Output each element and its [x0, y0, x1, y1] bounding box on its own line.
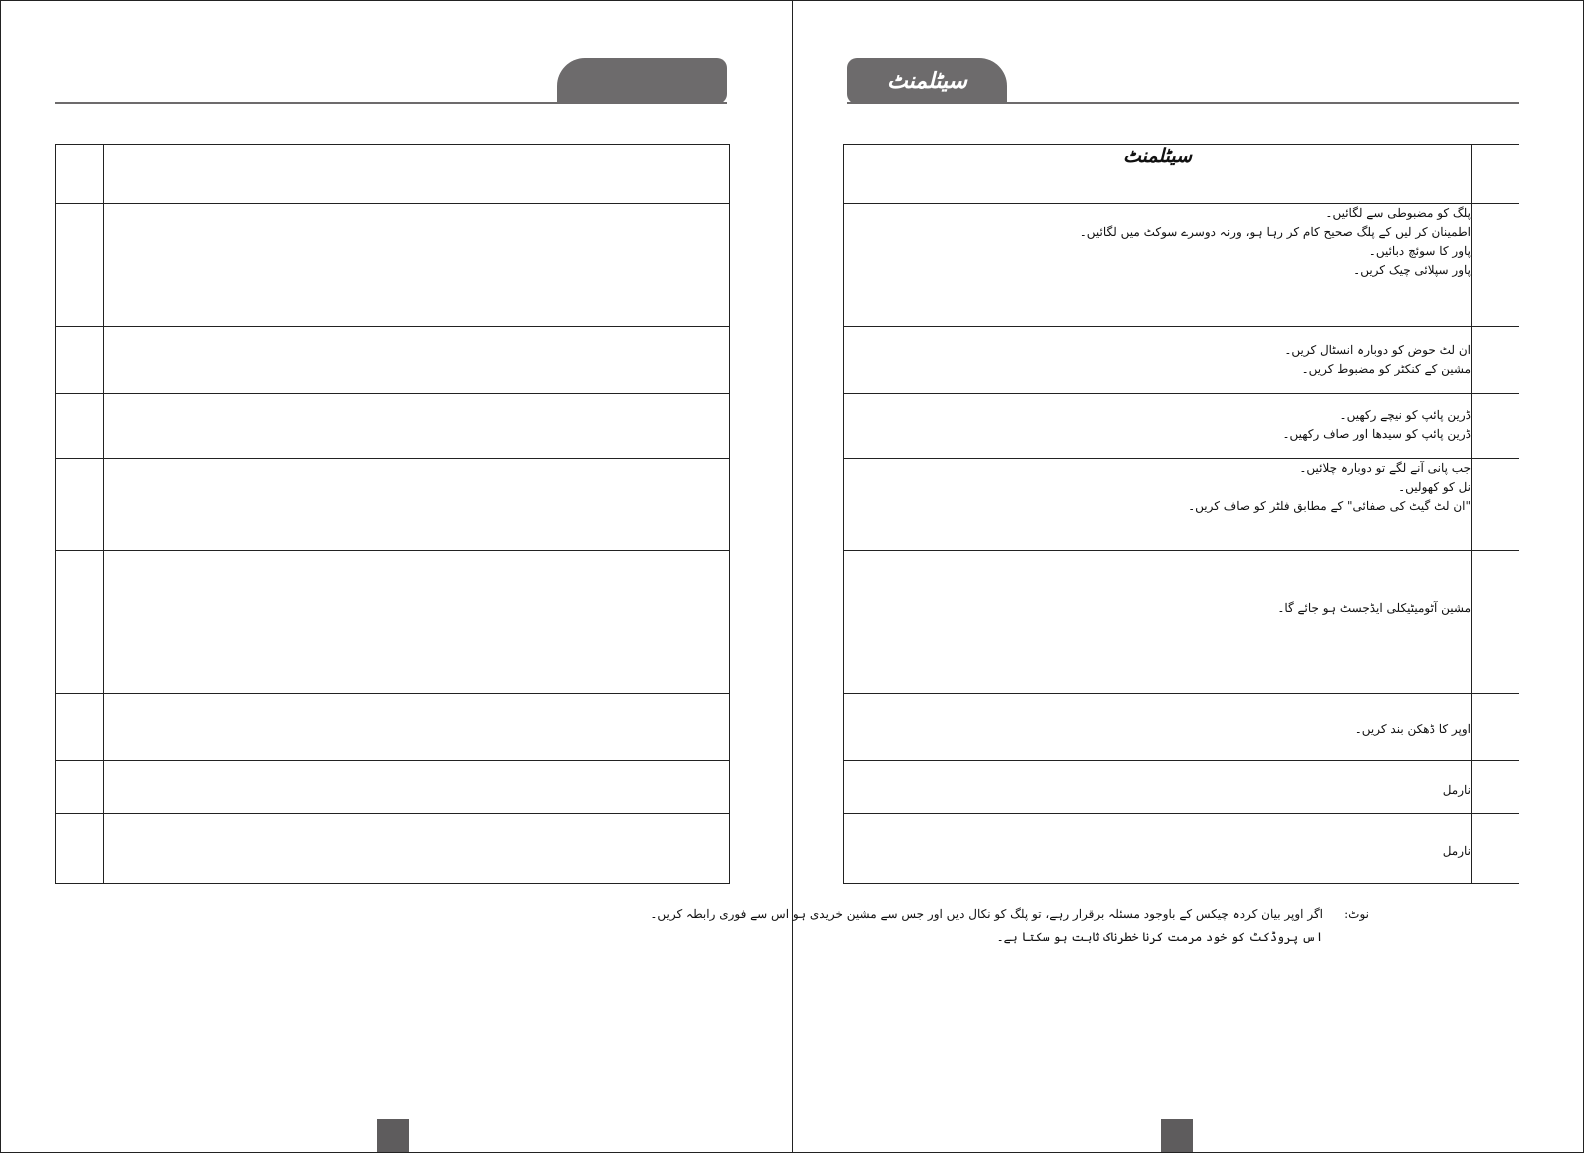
header-tab — [557, 58, 727, 104]
table-cell — [1472, 204, 1520, 327]
table-row — [844, 551, 1472, 694]
table-row — [844, 327, 1472, 394]
table-cell — [56, 327, 104, 394]
table-row — [844, 394, 1472, 459]
table-cell — [56, 394, 104, 459]
note-line: اس پروڈکٹ کو خود مرمت کرنا خطرناک ثابت ہو سکتا ہے۔ — [996, 930, 1323, 944]
note — [650, 903, 1369, 949]
note-line: اگر اوپر بیان کردہ چیکس کے باوجود مسئلہ برقرار رہے، تو پلگ کو نکال دیں اور جس سے مشین خریدی ہو اس سے فوری رابطہ کریں۔ — [650, 907, 1323, 921]
table-cell — [1472, 145, 1520, 204]
table-cell — [104, 145, 730, 204]
table-cell — [104, 394, 730, 459]
row-line: مشین آٹومیٹیکلی ایڈجسٹ ہو جائے گا۔ — [1277, 601, 1471, 615]
row-line: مشین کے کنکٹر کو مضبوط کریں۔ — [1301, 362, 1471, 376]
table-cell — [104, 327, 730, 394]
table-cell — [56, 694, 104, 761]
row-line: نارمل — [1442, 783, 1471, 797]
table-row — [844, 814, 1472, 884]
row-line: پاور کا سوئچ دبائیں۔ — [1368, 244, 1471, 258]
table-title: سیٹلمنٹ — [844, 145, 1472, 204]
page-number-block — [377, 1119, 409, 1152]
table-row — [844, 459, 1472, 551]
table-row — [844, 694, 1472, 761]
row-line: ڈرین پائپ کو نیچے رکھیں۔ — [1339, 408, 1471, 422]
note-label: نوٹ: — [1344, 907, 1369, 921]
table-cell — [56, 204, 104, 327]
row-line: نارمل — [1442, 844, 1471, 858]
table-cell — [56, 459, 104, 551]
table-cell — [104, 694, 730, 761]
table-cell — [104, 761, 730, 814]
table-cell — [1472, 694, 1520, 761]
table-cell — [1472, 814, 1520, 884]
table-cell — [1472, 551, 1520, 694]
row-line: نل کو کھولیں۔ — [1398, 480, 1471, 494]
table-cell — [1472, 459, 1520, 551]
left-table — [55, 144, 730, 884]
header-title: سیٹلمنٹ — [887, 68, 967, 94]
table-cell — [56, 145, 104, 204]
row-line: جب پانی آنے لگے تو دوبارہ چلائیں۔ — [1299, 461, 1471, 475]
table-row — [844, 761, 1472, 814]
row-line: پاور سپلائی چیک کریں۔ — [1353, 263, 1471, 277]
table-cell — [1472, 394, 1520, 459]
table-cell — [104, 551, 730, 694]
row-line: "ان لٹ گیٹ کی صفائی" کے مطابق فلٹر کو صاف کریں۔ — [1188, 499, 1471, 513]
table-row — [844, 204, 1472, 327]
table-cell — [1472, 327, 1520, 394]
table-cell — [104, 459, 730, 551]
row-line: اطمینان کر لیں کے پلگ صحیح کام کر رہا ہو، ورنہ دوسرے سوکٹ میں لگائیں۔ — [1079, 225, 1471, 239]
row-line: ان لٹ حوض کو دوبارہ انسٹال کریں۔ — [1284, 343, 1471, 357]
header-tab — [847, 58, 1007, 104]
row-line: اوپر کا ڈھکن بند کریں۔ — [1354, 722, 1471, 736]
table-cell — [56, 551, 104, 694]
table-cell — [104, 204, 730, 327]
table-cell — [56, 814, 104, 884]
table-cell — [56, 761, 104, 814]
settlement-table — [843, 144, 1519, 884]
table-cell — [104, 814, 730, 884]
row-line: ڈرین پائپ کو سیدھا اور صاف رکھیں۔ — [1282, 427, 1471, 441]
row-line: پلگ کو مضبوطی سے لگائیں۔ — [1325, 206, 1471, 220]
right-page — [650, 0, 1584, 1153]
page-number-block — [1161, 1119, 1193, 1152]
table-cell — [1472, 761, 1520, 814]
